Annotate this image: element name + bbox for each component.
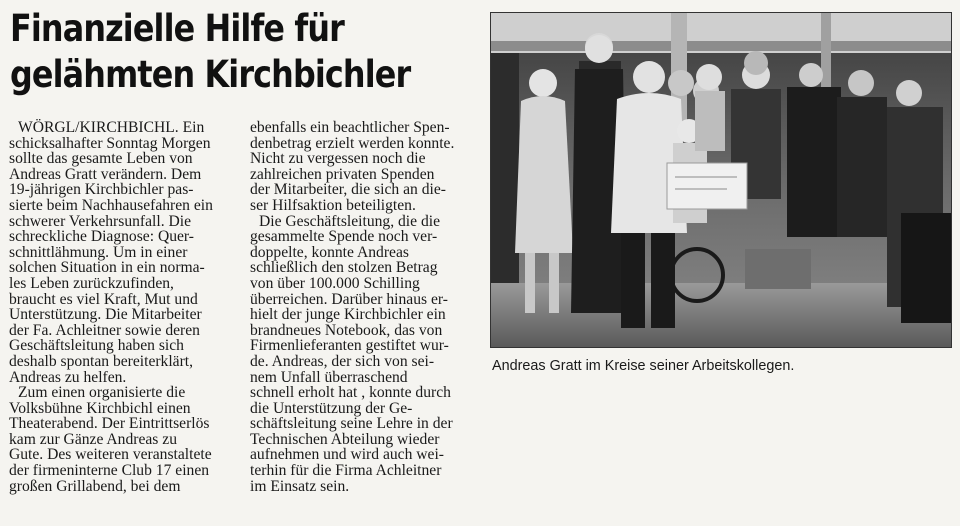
article-column-2 (250, 120, 474, 494)
article-headline (10, 6, 414, 98)
headline-line-1: Finanzielle Hilfe für (10, 7, 344, 50)
column2-paragraph-1: ebenfalls ein beachtlicher Spen- denbetrag erzielt werden konnte. Nicht zu vergessen noch die zahlreichen privaten Spenden der Mitarbeiter, die sich an die- ser Hilfsaktion beteiligten. (250, 119, 455, 214)
column1-paragraph-2: Zum einen organisierte die Volksbühne Kirchbichl einen Theaterabend. Der Eintrittserlös kam zur Gänze Andreas zu Gute. Des weiteren veranstaltete der firmeninterne Club 17 einen großen Grillabend, bei dem (9, 384, 212, 495)
article-photo (490, 12, 952, 348)
article-column-1 (9, 120, 233, 494)
headline-line-2: gelähmten Kirchbichler (10, 53, 411, 96)
photo-caption: Andreas Gratt im Kreise seiner Arbeitskollegen. (492, 358, 795, 374)
column1-paragraph-1: WÖRGL/KIRCHBICHL. Ein schicksalhafter Sonntag Morgen sollte das gesamte Leben von Andreas Gratt verändern. Dem 19-jährigen Kirchbichler pas- sierte beim Nachhausefahren ein schwerer Verkehrsunfall. Die schreckliche Diagnose: Quer- schnittlähmung. Um in einer solchen Situation in ein norma- les Leben zurückzufinden, braucht es viel Kraft, Mut und Unterstützung. Die Mitarbeiter der Fa. Achleitner sowie deren Geschäftsleitung haben sich deshalb spontan bereiterklärt, Andreas zu helfen. (9, 119, 213, 386)
column2-paragraph-2: Die Geschäftsleitung, die die gesammelte Spende noch ver- doppelte, konnte Andreas schließlich den stolzen Betrag von über 100.000 Schilling überreichen. Darüber hinaus er- hielt der junge Kirchbichler ein brandneues Notebook, das von Firmenlieferanten gestiftet wur- de. Andreas, der sich von sei- nem Unfall überraschend schnell erholt hat , konnte durch die Unterstützung der Ge- schäftsleitung seine Lehre in der Technischen Abteilung wieder aufnehmen und wird auch wei- terhin für die Firma Achleitner im Einsatz sein. (250, 212, 453, 495)
group-photo-image (491, 13, 951, 347)
